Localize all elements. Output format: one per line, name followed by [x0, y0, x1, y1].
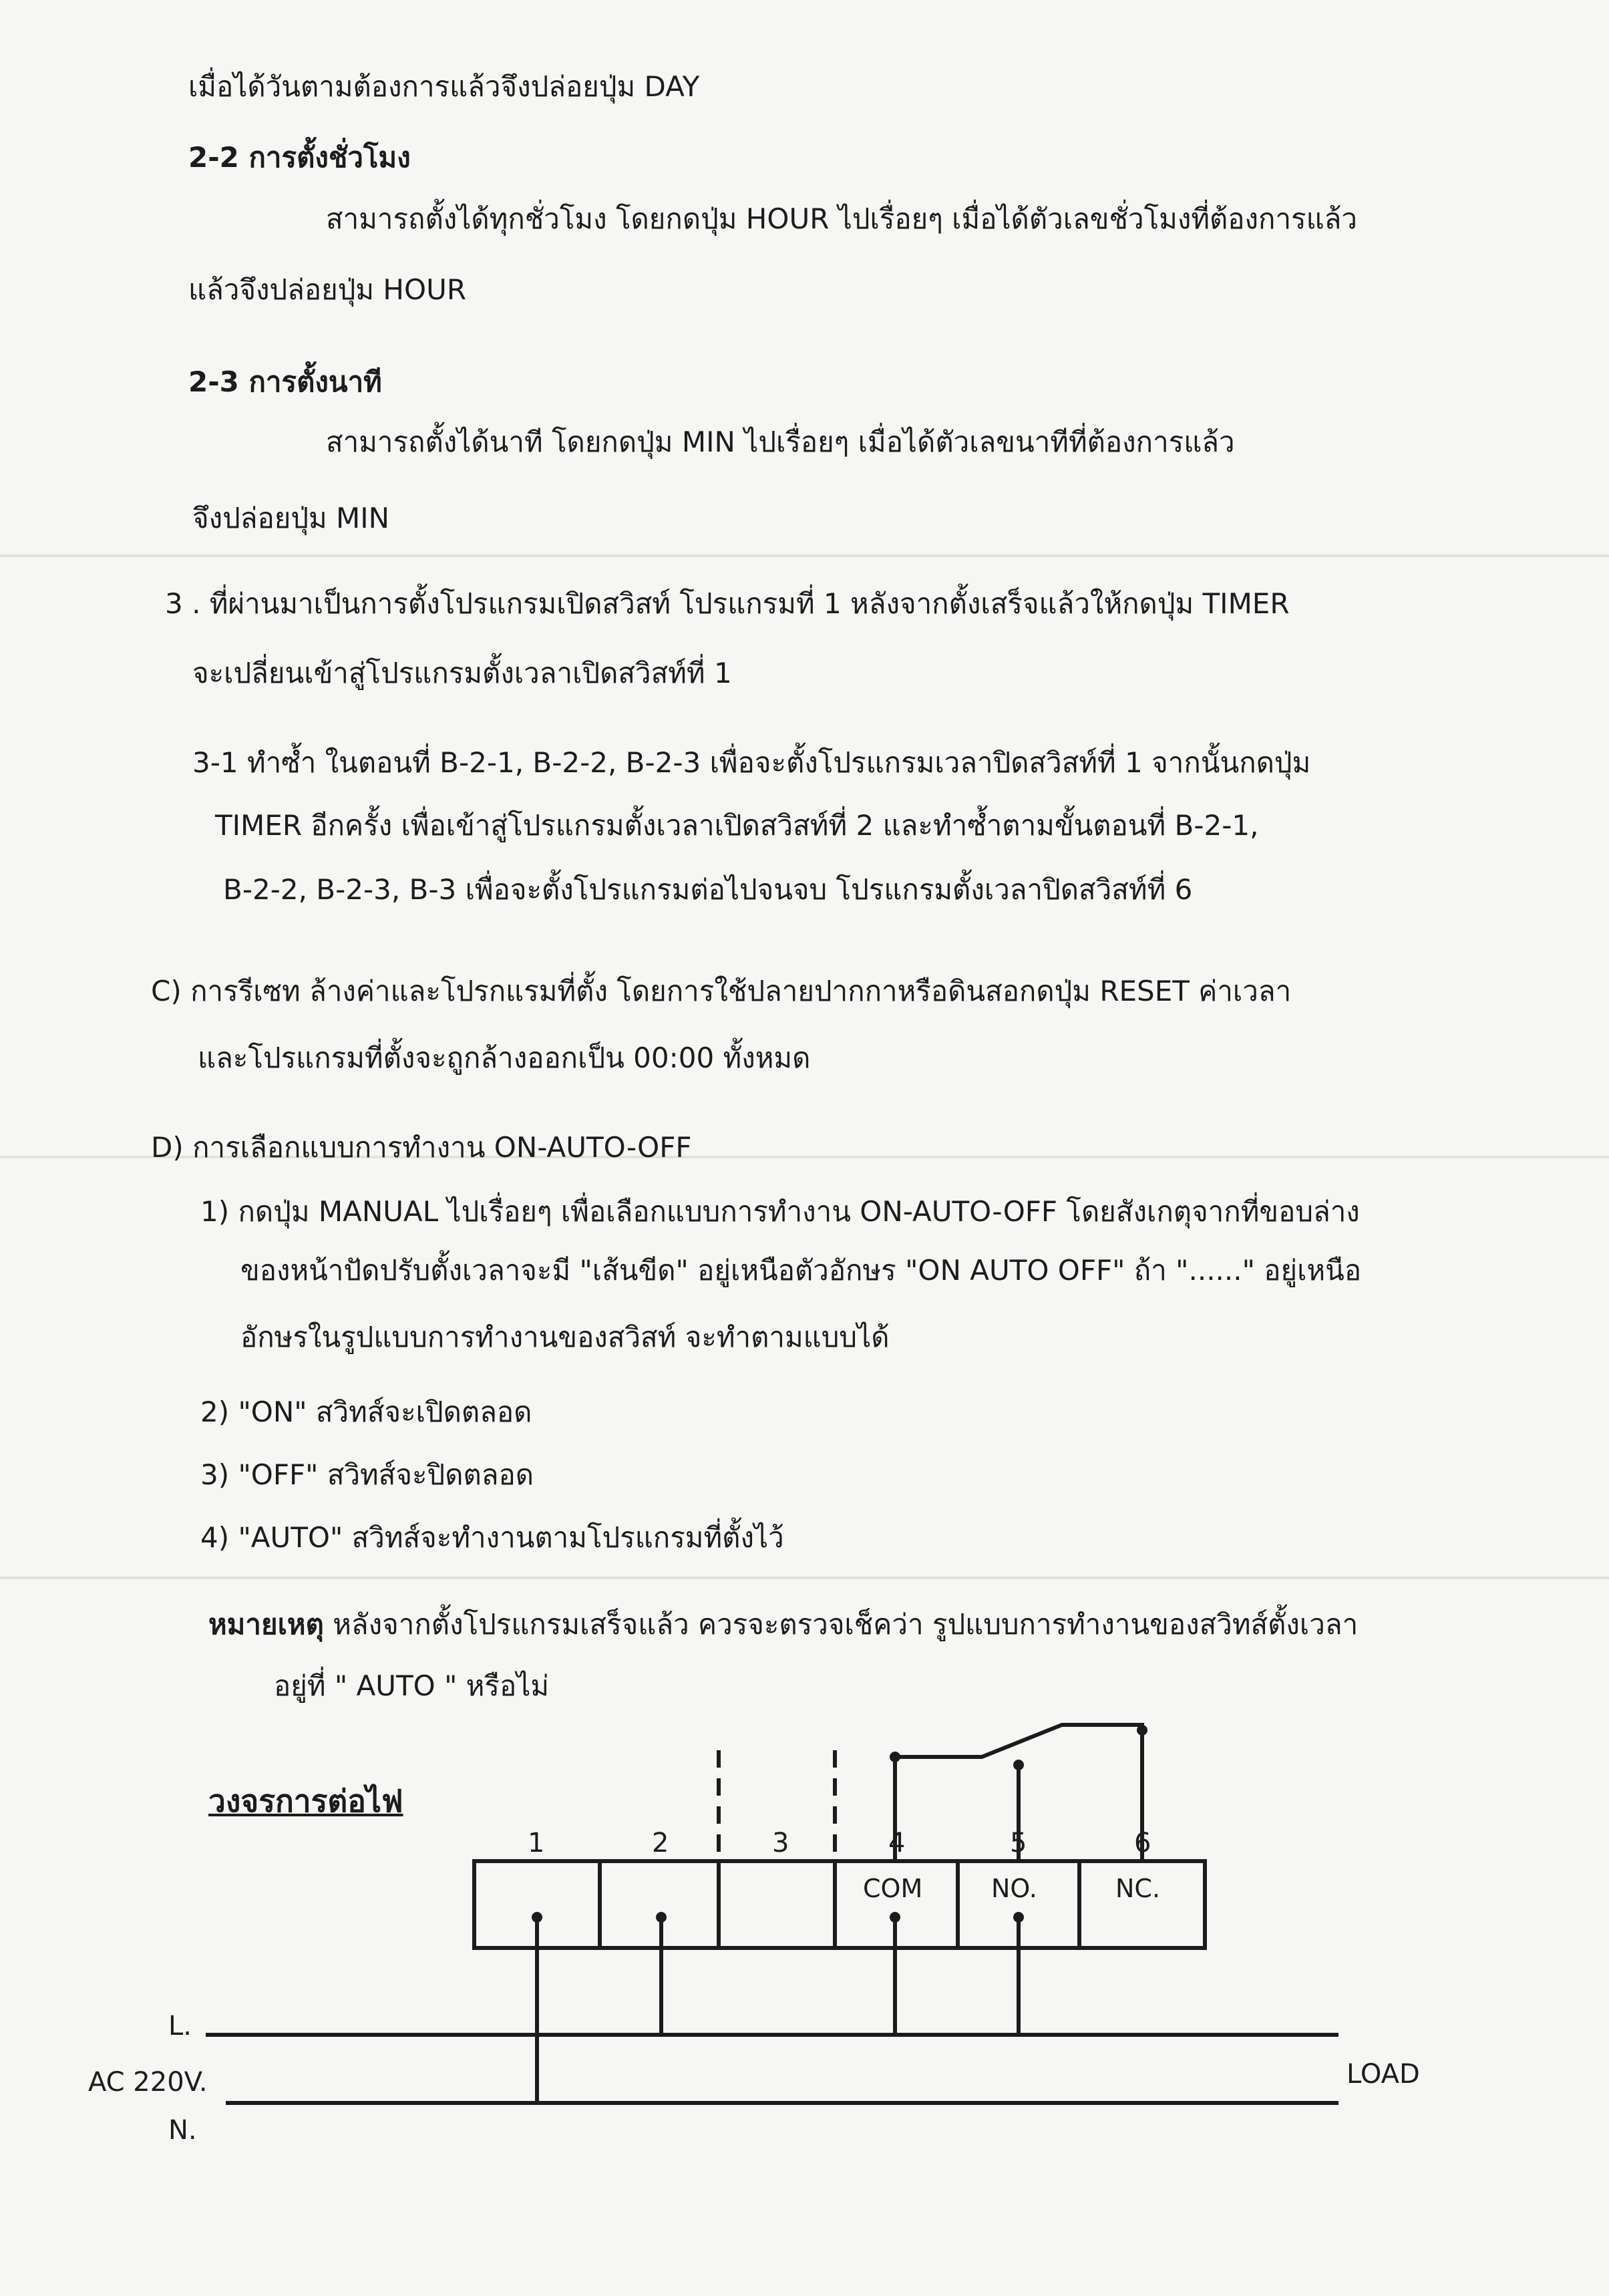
text-line: 4) "AUTO" สวิทส์จะทำงานตามโปรแกรมที่ตั้งไว้ — [200, 1521, 784, 1554]
contact-point — [1013, 1760, 1024, 1770]
text-line: สามารถตั้งได้นาที โดยกดปุ่ม MIN ไปเรื่อยๆ เมื่อได้ตัวเลขนาทีที่ต้องการแล้ว — [326, 426, 1235, 458]
terminal-screw — [1013, 1912, 1024, 1923]
text-line: เมื่อได้วันตามต้องการแล้วจึงปล่อยปุ่ม DAY — [188, 70, 700, 103]
text-line: อักษรในรูปแบบการทำงานของสวิสท์ จะทำตามแบบได้ — [240, 1321, 890, 1353]
contact-point — [1137, 1725, 1147, 1736]
text-line: จะเปลี่ยนเข้าสู่โปรแกรมตั้งเวลาเปิดสวิสท์ที่ 1 — [192, 657, 732, 689]
load-label: LOAD — [1347, 2059, 1420, 2090]
text-line: D) การเลือกแบบการทำงาน ON-AUTO-OFF — [151, 1131, 692, 1164]
live-label: L. — [168, 2011, 192, 2041]
terminal-number: 5 — [1010, 1828, 1027, 1858]
supply-label: AC 220V. — [88, 2067, 208, 2098]
terminal-label-no: NO. — [991, 1874, 1037, 1903]
text-line: แล้วจึงปล่อยปุ่ม HOUR — [188, 273, 467, 306]
note-text: หลังจากตั้งโปรแกรมเสร็จแล้ว ควรจะตรวจเช็คว่า รูปแบบการทำงานของสวิทส์ตั้งเวลา — [323, 1608, 1359, 1641]
text-line: C) การรีเซท ล้างค่าและโปรกแรมที่ตั้ง โดยการใช้ปลายปากกาหรือดินสอกดปุ่ม RESET ค่าเวลา — [151, 975, 1292, 1007]
section-heading-2-3: 2-3 การตั้งนาที — [188, 365, 382, 398]
terminal-label-nc: NC. — [1115, 1874, 1161, 1903]
text-line: อยู่ที่ " AUTO " หรือไม่ — [274, 1669, 550, 1702]
terminal-screw — [656, 1912, 667, 1923]
terminal-number: 1 — [528, 1828, 545, 1858]
terminal-screw — [890, 1912, 900, 1923]
text-line: 1) กดปุ่ม MANUAL ไปเรื่อยๆ เพื่อเลือกแบบการทำงาน ON-AUTO-OFF โดยสังเกตุจากที่ขอบล่าง — [200, 1195, 1360, 1228]
terminal-number: 6 — [1134, 1828, 1151, 1858]
wire-terminal-5 — [1019, 1917, 1338, 2035]
text-line: 3 . ที่ผ่านมาเป็นการตั้งโปรแกรมเปิดสวิสท์ โปรแกรมที่ 1 หลังจากตั้งเสร็จแล้วให้กดปุ่ม TIMER — [165, 587, 1290, 620]
terminal-number: 3 — [772, 1828, 789, 1858]
text-line: 3-1 ทำซ้ำ ในตอนที่ B-2-1, B-2-2, B-2-3 เพื่อจะตั้งโปรแกรมเวลาปิดสวิสท์ที่ 1 จากนั้นกดปุ่ม — [192, 746, 1311, 779]
terminal-number: 4 — [888, 1828, 906, 1858]
text-line: สามารถตั้งได้ทุกชั่วโมง โดยกดปุ่ม HOUR ไปเรื่อยๆ เมื่อได้ตัวเลขชั่วโมงที่ต้องการแล้ว — [326, 202, 1357, 235]
neutral-label: N. — [168, 2115, 197, 2146]
contact-point — [890, 1752, 900, 1762]
text-line: B-2-2, B-2-3, B-3 เพื่อจะตั้งโปรแกรมต่อไปจนจบ โปรแกรมตั้งเวลาปิดสวิสท์ที่ 6 — [223, 873, 1193, 906]
text-line: 3) "OFF" สวิทส์จะปิดตลอด — [200, 1458, 534, 1491]
wiring-heading: วงจรการต่อไฟ — [208, 1783, 403, 1819]
section-heading-2-2: 2-2 การตั้งชั่วโมง — [188, 141, 411, 174]
text-line: และโปรแกรมที่ตั้งจะถูกล้างออกเป็น 00:00 ทั้งหมด — [198, 1041, 811, 1074]
terminal-block — [474, 1861, 1205, 1948]
text-line: ของหน้าปัดปรับตั้งเวลาจะมี "เส้นขีด" อยู่เหนือตัวอักษร "ON AUTO OFF" ถ้า "......" อยู่เหนือ — [240, 1254, 1362, 1287]
text-line: 2) "ON" สวิทส์จะเปิดตลอด — [200, 1396, 532, 1428]
terminal-screw — [532, 1912, 542, 1923]
text-line: TIMER อีกครั้ง เพื่อเข้าสู่โปรแกรมตั้งเวลาเปิดสวิสท์ที่ 2 และทำซ้ำตามขั้นตอนที่ B-2-1, — [215, 809, 1259, 842]
terminal-number: 2 — [652, 1828, 669, 1858]
note-label: หมายเหตุ — [208, 1608, 324, 1641]
text-line: จึงปล่อยปุ่ม MIN — [192, 502, 390, 534]
terminal-label-com: COM — [863, 1874, 923, 1903]
